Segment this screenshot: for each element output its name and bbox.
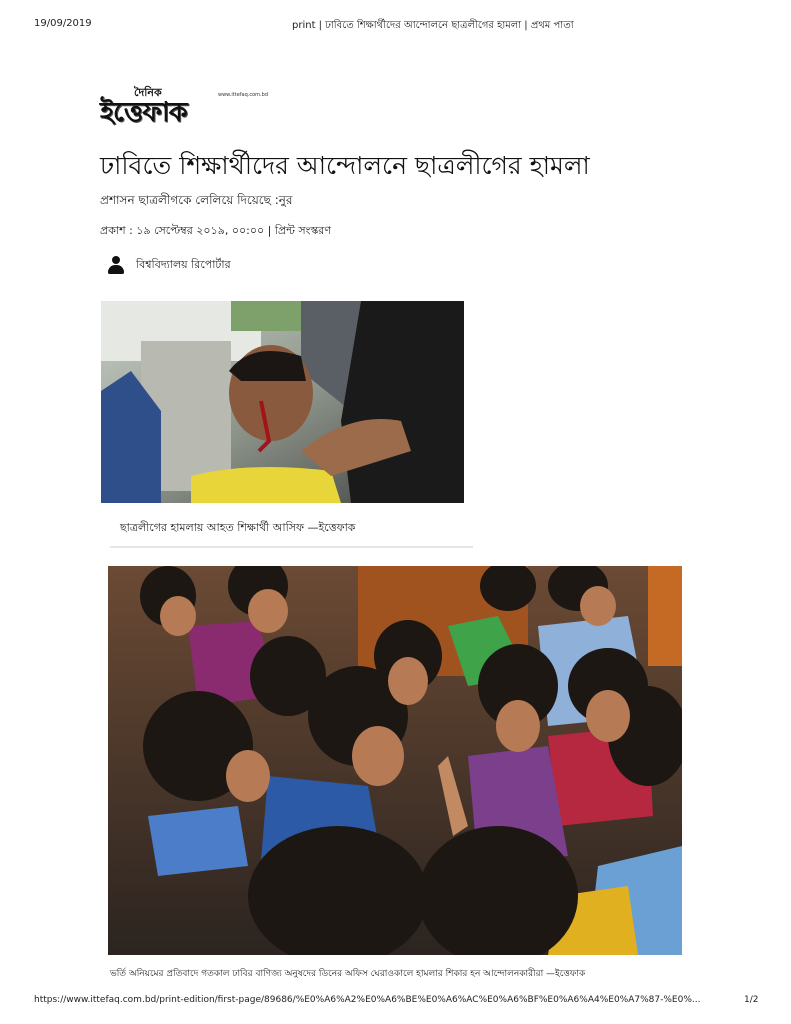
article-headline: ঢাবিতে শিক্ষার্থীদের আন্দোলনে ছাত্রলীগের হামলা xyxy=(100,151,590,180)
article-subheadline: প্রশাসন ছাত্রলীগকে লেলিয়ে দিয়েছে :নুর xyxy=(100,193,293,207)
injured-student-photo[interactable] xyxy=(101,301,464,503)
logo-url: www.ittefaq.com.bd xyxy=(218,92,268,98)
print-page-number: 1/2 xyxy=(744,995,759,1005)
article-author xyxy=(108,254,231,276)
protest-crowd-photo[interactable] xyxy=(108,566,682,955)
user-icon xyxy=(108,256,124,274)
ittefaq-logo[interactable] xyxy=(100,86,280,126)
author-name: বিশ্ববিদ্যালয় রিপোর্টার xyxy=(136,257,231,271)
caption-divider xyxy=(110,546,473,548)
print-date: 19/09/2019 xyxy=(34,18,92,29)
photo2-caption: ভর্তি অনিয়মের প্রতিবাদে গতকাল ঢাবির বাণিজ্য অনুষদের ডিনের অফিস ঘেরাওকালে হামলার শিকার হন আন্দোলনকারীরা —ইত্তেফাক xyxy=(110,969,586,979)
photo1-caption: ছাত্রলীগের হামলায় আহত শিক্ষার্থী আসিফ —ইত্তেফাক xyxy=(120,521,356,534)
print-page-title: print | ঢাবিতে শিক্ষার্থীদের আন্দোলনে ছাত্রলীগের হামলা | প্রথম পাতা xyxy=(292,20,574,31)
logo-main-text: ইত্তেফাক xyxy=(100,97,187,128)
logo-small-text: দৈনিক xyxy=(134,86,162,99)
article-publish-meta: প্রকাশ : ১৯ সেপ্টেম্বর ২০১৯, ০০:০০ | প্রিন্ট সংস্করণ xyxy=(100,224,332,237)
print-page-url: https://www.ittefaq.com.bd/print-edition/first-page/89686/%E0%A6%A2%E0%A6%BE%E0%A6%AC%E0%A6%BF%E0%A6%A4%E0%A7%87-%E0%... xyxy=(34,995,701,1005)
